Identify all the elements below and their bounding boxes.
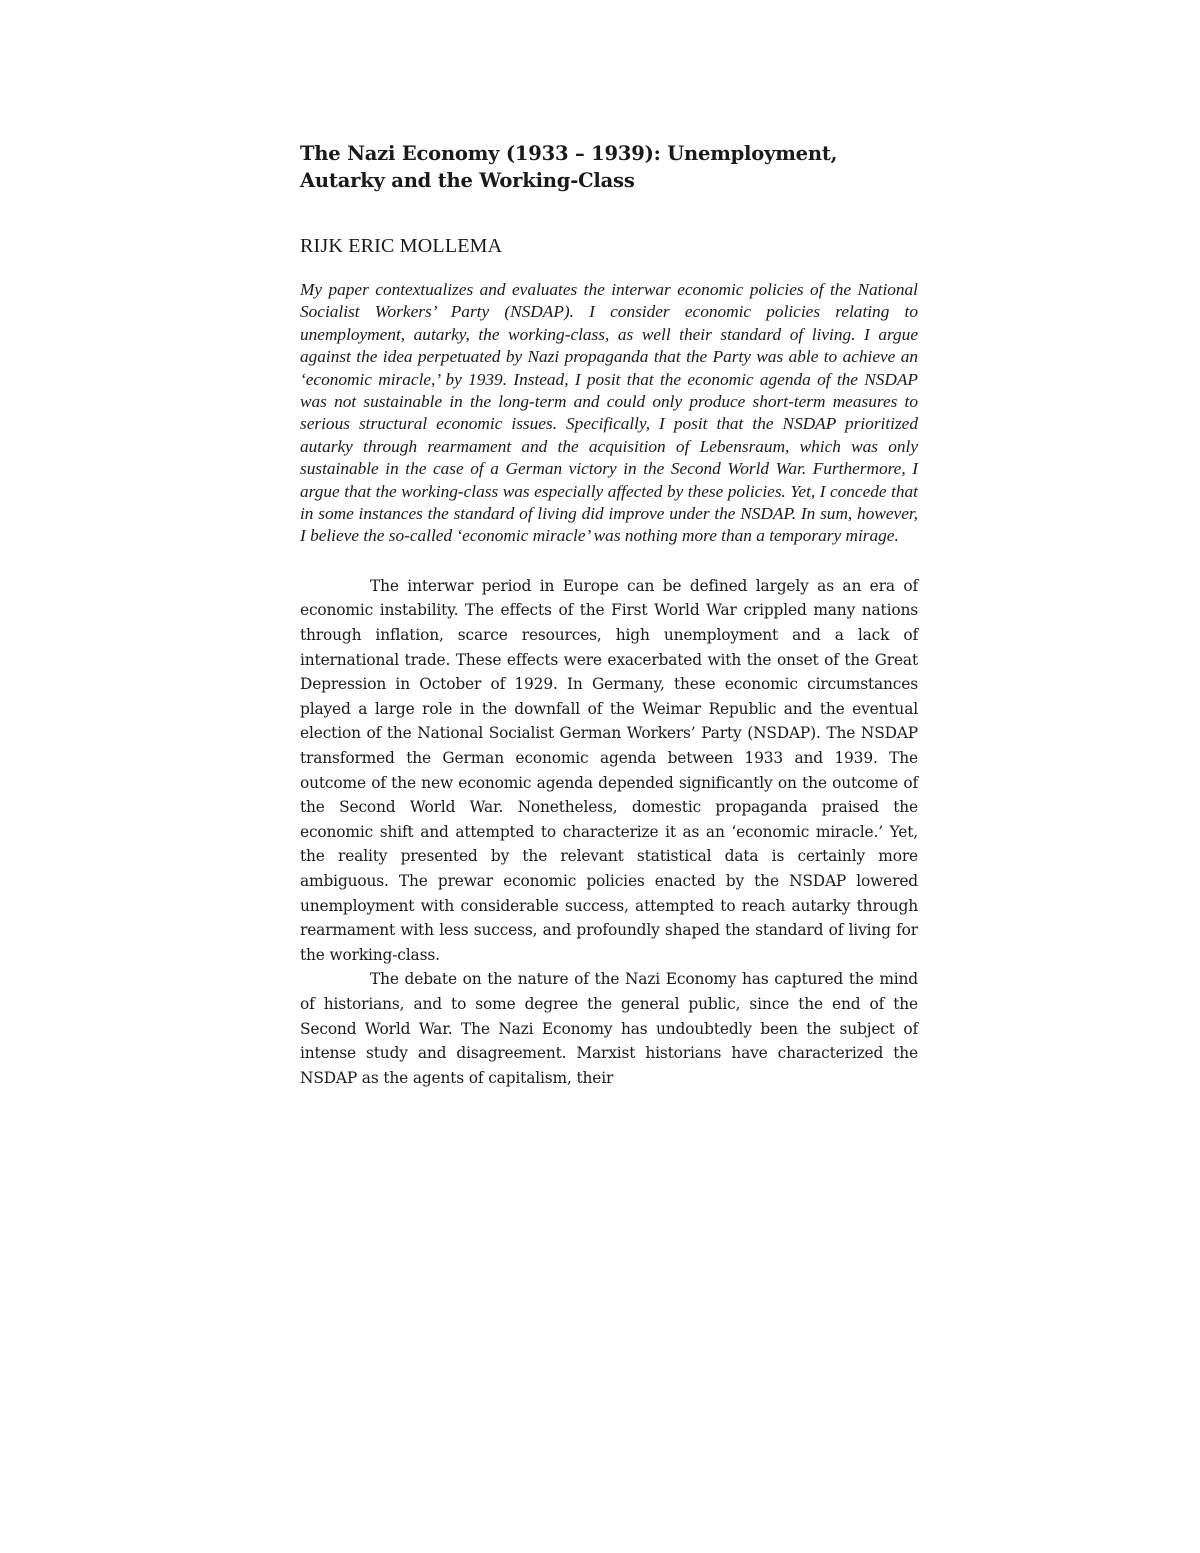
body-paragraph-2: The debate on the nature of the Nazi Economy has captured the mind of historians, and to some degree the general public, since the end of the Second World War. The Nazi Economy has undoubtedly been the subject of intense study and disagreement. Marxist historians have characterized the NSDAP as the agents of capitalism, their xyxy=(300,970,918,1087)
paper-author: RIJK ERIC MOLLEMA xyxy=(300,235,503,257)
paper-abstract: My paper contextualizes and evaluates the interwar economic policies of the National Socialist Workers’ Party (NSDAP). I consider economic policies relating to unemployment, autarky, the working-class, as well their standard of living. I argue against the idea perpetuated by Nazi propaganda that the Party was able to achieve an ‘economic miracle,’ by 1939. Instead, I posit that the economic agenda of the NSDAP was not sustainable in the long-term and could only produce short-term measures to serious structural economic issues. Specifically, I posit that the NSDAP prioritized autarky through rearmament and the acquisition of Lebensraum, which was only sustainable in the case of a German victory in the Second World War. Furthermore, I argue that the working-class was especially affected by these policies. Yet, I concede that in some instances the standard of living did improve under the NSDAP. In sum, however, I believe the so-called ‘economic miracle’ was nothing more than a temporary mirage. xyxy=(300,280,918,546)
body-paragraph-1: The interwar period in Europe can be defined largely as an era of economic instability. The effects of the First World War crippled many nations through inflation, scarce resources, high unemployment and a lack of international trade. These effects were exacerbated with the onset of the Great Depression in October of 1929. In Germany, these economic circumstances played a large role in the downfall of the Weimar Republic and the eventual election of the National Socialist German Workers’ Party (NSDAP). The NSDAP transformed the German economic agenda between 1933 and 1939. The outcome of the new economic agenda depended significantly on the outcome of the Second World War. Nonetheless, domestic propaganda praised the economic shift and attempted to characterize it as an ‘economic miracle.’ Yet, the reality presented by the relevant statistical data is certainly more ambiguous. The prewar economic policies enacted by the NSDAP lowered unemployment with considerable success, attempted to reach autarky through rearmament with less success, and profoundly shaped the standard of living for the working-class. xyxy=(300,576,918,964)
paper-page xyxy=(300,140,918,1090)
paper-title: The Nazi Economy (1933 – 1939): Unemployment, Autarky and the Working-Class xyxy=(300,142,838,192)
paper-body xyxy=(300,574,918,1090)
